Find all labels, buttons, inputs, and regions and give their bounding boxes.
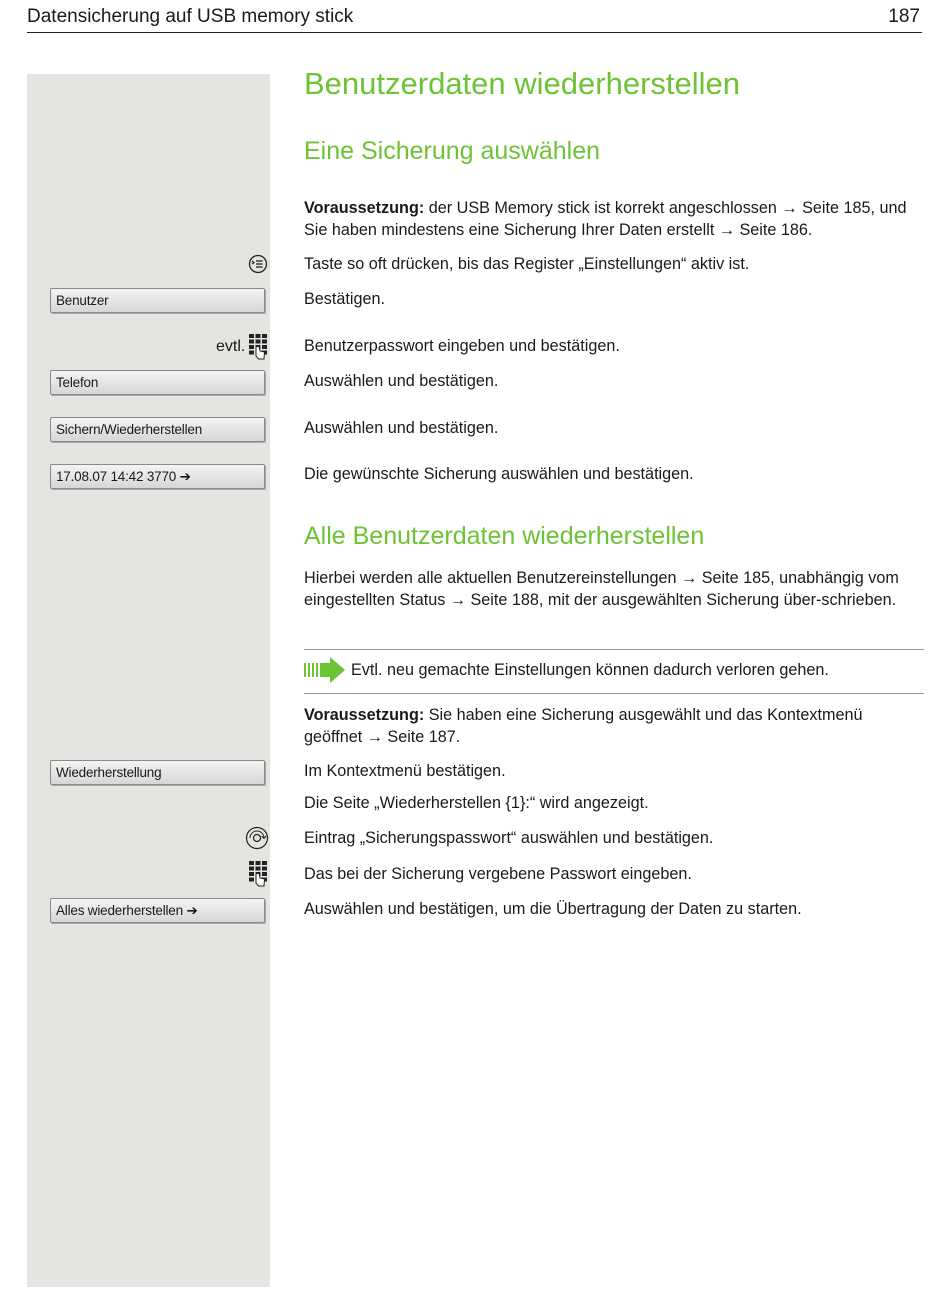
- alles-key-label: Alles wiederherstellen ➔: [56, 903, 198, 918]
- step-backup: Die gewünschte Sicherung auswählen und bestätigen.: [304, 465, 694, 483]
- prerequisite-text: der USB Memory stick ist korrekt angeschlossen → Seite 185, und Sie haben mindestens eine Sicherung Ihrer Daten erstellt → Seite 186.: [304, 199, 907, 239]
- step-context-menu: Im Kontextmenü bestätigen.: [304, 762, 506, 780]
- keypad-icon: [248, 860, 268, 887]
- wiederherstellung-key-label: Wiederherstellung: [56, 765, 162, 780]
- step-restore-all: Auswählen und bestätigen, um die Übertragung der Daten zu starten.: [304, 900, 802, 918]
- section2-intro: Hierbei werden alle aktuellen Benutzereinstellungen → Seite 185, unabhängig vom eingestellten Status → Seite 188, mit der ausgewählten Sicherung über-schrieben.: [304, 569, 899, 609]
- wiederherstellung-key[interactable]: [50, 760, 265, 785]
- evtl-label: evtl.: [216, 338, 246, 355]
- prerequisite-2: [304, 705, 924, 748]
- navigator-icon: [245, 826, 269, 850]
- step-sichern: Auswählen und bestätigen.: [304, 419, 499, 437]
- backup-entry-key[interactable]: [50, 464, 265, 489]
- sichern-key-label: Sichern/Wiederherstellen: [56, 422, 203, 437]
- keypad-icon: [248, 333, 268, 360]
- page-number: 187: [888, 6, 920, 27]
- step-telefon: Auswählen und bestätigen.: [304, 372, 499, 390]
- sichern-wiederherstellen-key[interactable]: [50, 417, 265, 442]
- prerequisite-1: [304, 198, 924, 241]
- note-text: Evtl. neu gemachte Einstellungen können dadurch verloren gehen.: [351, 661, 829, 679]
- telefon-key[interactable]: [50, 370, 265, 395]
- step-menu-key: Taste so oft drücken, bis das Register „Einstellungen“ aktiv ist.: [304, 255, 750, 273]
- prerequisite-label: Voraussetzung:: [304, 199, 425, 217]
- alles-wiederherstellen-key[interactable]: [50, 898, 265, 923]
- header-title: Datensicherung auf USB memory stick: [27, 6, 354, 27]
- step-select-entry: Eintrag „Sicherungspasswort“ auswählen und bestätigen.: [304, 829, 714, 847]
- step-benutzer: Bestätigen.: [304, 290, 385, 308]
- sidebar: [27, 74, 270, 1287]
- telefon-key-label: Telefon: [56, 375, 99, 390]
- benutzer-key-label: Benutzer: [56, 293, 109, 308]
- note-bottom-rule: [304, 693, 924, 694]
- step-password: Benutzerpasswort eingeben und bestätigen.: [304, 337, 620, 355]
- note-top-rule: [304, 649, 924, 650]
- step-page-shown: Die Seite „Wiederherstellen {1}:“ wird angezeigt.: [304, 794, 649, 812]
- prerequisite-label-2: Voraussetzung:: [304, 706, 425, 724]
- page-title: Benutzerdaten wiederherstellen: [304, 66, 740, 101]
- note-arrow-icon: [304, 657, 346, 683]
- step-enter-password: Das bei der Sicherung vergebene Passwort eingeben.: [304, 865, 692, 883]
- menu-key-icon: [248, 254, 268, 274]
- backup-entry-label: 17.08.07 14:42 3770 ➔: [56, 469, 191, 484]
- section-title-select: Eine Sicherung auswählen: [304, 137, 601, 165]
- prerequisite-text-2: Sie haben eine Sicherung ausgewählt und das Kontextmenü geöffnet → Seite 187.: [304, 706, 863, 746]
- page-header: [27, 6, 922, 33]
- section-title-restore-all: Alle Benutzerdaten wiederherstellen: [304, 522, 705, 550]
- benutzer-key[interactable]: [50, 288, 265, 313]
